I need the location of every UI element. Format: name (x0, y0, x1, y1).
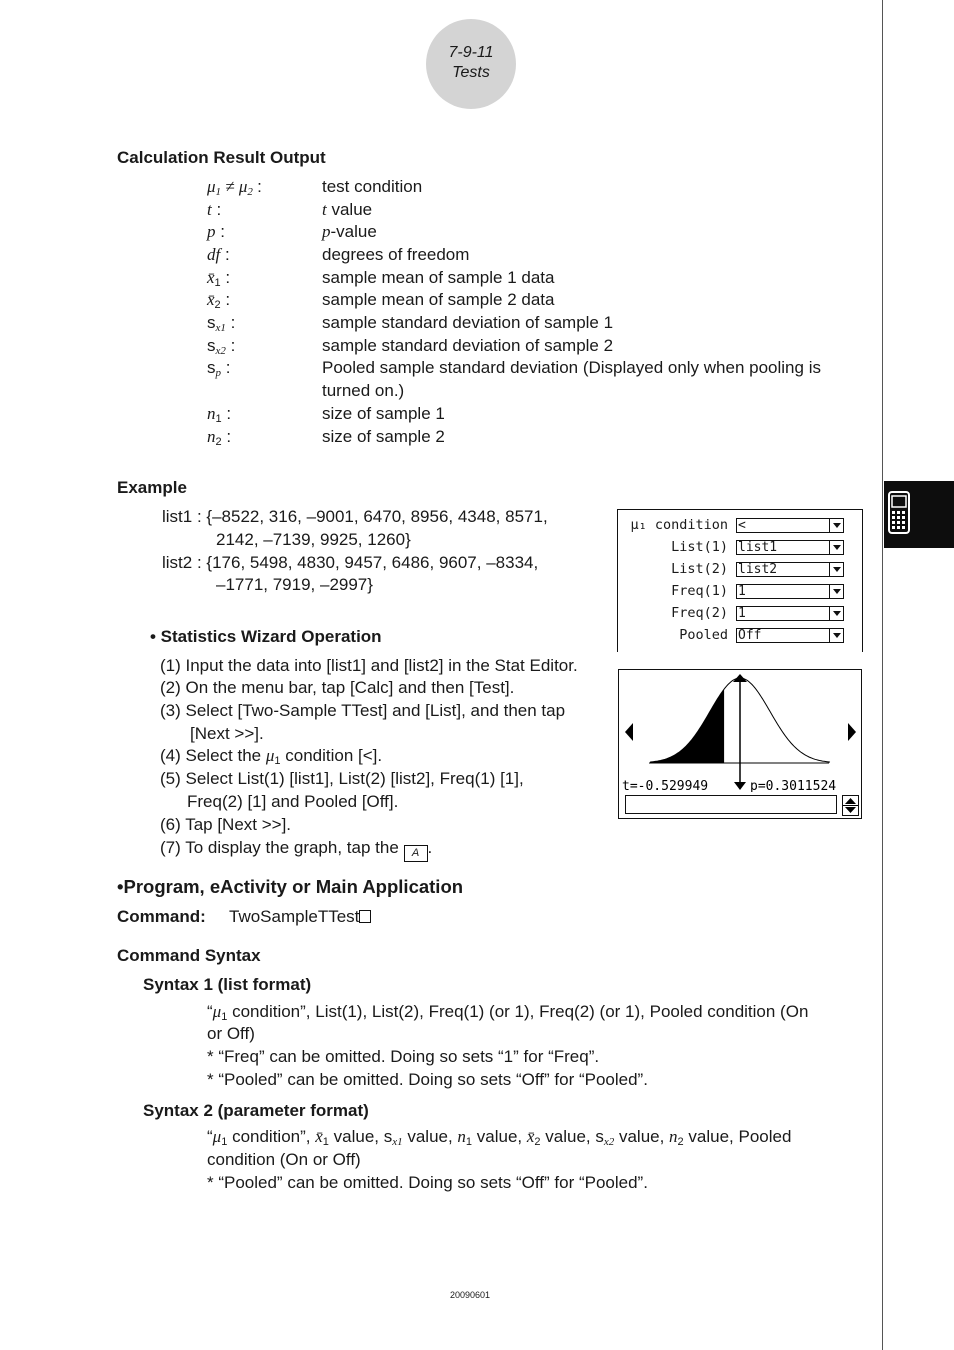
key-test-condition: $\mu_1 \ne \mu_2$ : (207, 177, 262, 198)
chapter-tab (884, 481, 954, 548)
command-label: Command: (117, 907, 206, 926)
wizard-step-5-cont: Freq(2) [1] and Pooled [Off]. (187, 792, 399, 811)
desc-mean1: sample mean of sample 1 data (322, 268, 555, 287)
section-name: Tests (452, 64, 490, 81)
wizard-screen (617, 509, 863, 652)
chevron-down-icon[interactable] (829, 585, 843, 598)
key-sx1: $s_{x1}$ : (207, 313, 236, 334)
chevron-down-icon[interactable] (829, 629, 843, 642)
wizard-step-2: (2) On the menu bar, tap [Calc] and then [Test]. (160, 678, 515, 697)
wizard-label-condition: μ₁ condition (630, 517, 728, 533)
wizard-label-freq2: Freq(2) (671, 605, 728, 621)
syntax1-note1: * “Freq” can be omitted. Doing so sets “1” for “Freq”. (207, 1047, 600, 1066)
syntax2-note: * “Pooled” can be omitted. Doing so sets “Off” for “Pooled”. (207, 1173, 648, 1192)
example-heading: Example (117, 478, 187, 497)
page-number: 7-9-11 (448, 44, 494, 61)
wizard-select-freq2[interactable]: 1 (736, 606, 844, 621)
wizard-select-list1[interactable]: list1 (736, 540, 844, 555)
footer-code: 20090601 (450, 1290, 491, 1300)
chevron-down-icon[interactable] (829, 607, 843, 620)
page-edge-rule (882, 0, 883, 1350)
syntax-heading: Command Syntax (117, 946, 261, 965)
desc-sx1: sample standard deviation of sample 1 (322, 313, 614, 332)
desc-sx2: sample standard deviation of sample 2 (322, 336, 614, 355)
list1-line2: 2142, –7139, 9925, 1260} (216, 530, 411, 549)
graph-screen (618, 669, 862, 819)
trace-down-arrow (734, 782, 746, 790)
calc-output-heading: Calculation Result Output (117, 148, 326, 167)
syntax2-heading: Syntax 2 (parameter format) (143, 1101, 369, 1120)
desc-df: degrees of freedom (322, 245, 470, 264)
key-t: t : (207, 200, 222, 219)
wizard-step-6: (6) Tap [Next >>]. (160, 815, 292, 834)
program-heading: •Program, eActivity or Main Application (117, 876, 464, 897)
graph-toolbar-icon[interactable]: A (404, 845, 428, 862)
wizard-step-5: (5) Select List(1) [list1], List(2) [list2], Freq(1) [1], (160, 769, 524, 788)
key-n1: $n_1$ : (207, 404, 232, 425)
list2-line1: list2 : {176, 5498, 4830, 9457, 6486, 9607, –8334, (162, 553, 539, 572)
desc-sp: Pooled sample standard deviation (Displayed only when pooling is (322, 358, 821, 377)
wizard-heading: • Statistics Wizard Operation (150, 627, 382, 646)
wizard-label-list1: List(1) (671, 539, 728, 555)
syntax1-heading: Syntax 1 (list format) (143, 975, 312, 994)
key-mean1: $x̄_1$ : (207, 268, 231, 289)
desc-n2: size of sample 2 (322, 427, 445, 446)
desc-sp-cont: turned on.) (322, 381, 405, 400)
chevron-down-icon[interactable] (829, 541, 843, 554)
up-down-stepper[interactable] (842, 795, 859, 816)
p-readout: p=0.3011524 (750, 779, 837, 792)
desc-t: t value (322, 200, 373, 219)
desc-n1: size of sample 1 (322, 404, 445, 423)
wizard-label-freq1: Freq(1) (671, 583, 728, 599)
wizard-step-4: (4) Select the $\mu_1$ condition [<]. (160, 746, 383, 767)
list1-line1: list1 : {–8522, 316, –9001, 6470, 8956, 4348, 8571, (162, 507, 548, 526)
t-readout: t=-0.529949 (622, 779, 709, 792)
t-distribution-graph (619, 670, 860, 792)
key-sx2: $s_{x2}$ : (207, 336, 236, 357)
input-field[interactable] (625, 795, 837, 814)
wizard-select-condition[interactable]: < (736, 518, 844, 533)
wizard-label-pooled: Pooled (679, 627, 728, 643)
wizard-select-pooled[interactable]: Off (736, 628, 844, 643)
stepper-arrows-icon (843, 796, 858, 815)
syntax1-note2: * “Pooled” can be omitted. Doing so sets “Off” for “Pooled”. (207, 1070, 648, 1089)
key-df: df : (207, 245, 230, 264)
wizard-step-3: (3) Select [Two-Sample TTest] and [List], and then tap (160, 701, 566, 720)
command-value: TwoSampleTTest (229, 907, 371, 927)
page-badge (426, 19, 516, 109)
wizard-select-freq1[interactable]: 1 (736, 584, 844, 599)
syntax1-line2: or Off) (207, 1024, 255, 1043)
right-scroll-icon[interactable] (848, 723, 856, 741)
calculator-icon (884, 481, 954, 548)
list2-line2: –1771, 7919, –2997} (216, 575, 373, 594)
wizard-label-list2: List(2) (671, 561, 728, 577)
key-sp: $s_p$ : (207, 358, 231, 379)
desc-mean2: sample mean of sample 2 data (322, 290, 555, 309)
syntax2-line2: condition (On or Off) (207, 1150, 361, 1169)
wizard-step-3-cont: [Next >>]. (190, 724, 264, 743)
desc-test-condition: test condition (322, 177, 423, 196)
key-mean2: $x̄_2$ : (207, 290, 231, 311)
space-symbol (359, 910, 371, 923)
chevron-down-icon[interactable] (829, 519, 843, 532)
chevron-down-icon[interactable] (829, 563, 843, 576)
syntax2-line1: “$\mu_1$ condition”, $x̄_1$ value, $s_{x1}$ value, $n_1$ value, $x̄_2$ value, $s_{x2}$ value, $n_2$ value, Pooled (207, 1127, 792, 1148)
wizard-step-7: (7) To display the graph, tap the A . (160, 838, 432, 862)
left-scroll-icon[interactable] (625, 723, 633, 741)
key-n2: $n_2$ : (207, 427, 232, 448)
trace-up-arrow (733, 674, 747, 682)
shaded-left-tail (650, 689, 724, 763)
syntax1-line1: “$\mu_1$ condition”, List(1), List(2), Freq(1) (or 1), Freq(2) (or 1), Pooled condition (On (207, 1002, 809, 1023)
wizard-select-list2[interactable]: list2 (736, 562, 844, 577)
wizard-step-1: (1) Input the data into [list1] and [list2] in the Stat Editor. (160, 656, 578, 675)
desc-p: p-value (322, 222, 377, 241)
key-p: p : (207, 222, 225, 241)
